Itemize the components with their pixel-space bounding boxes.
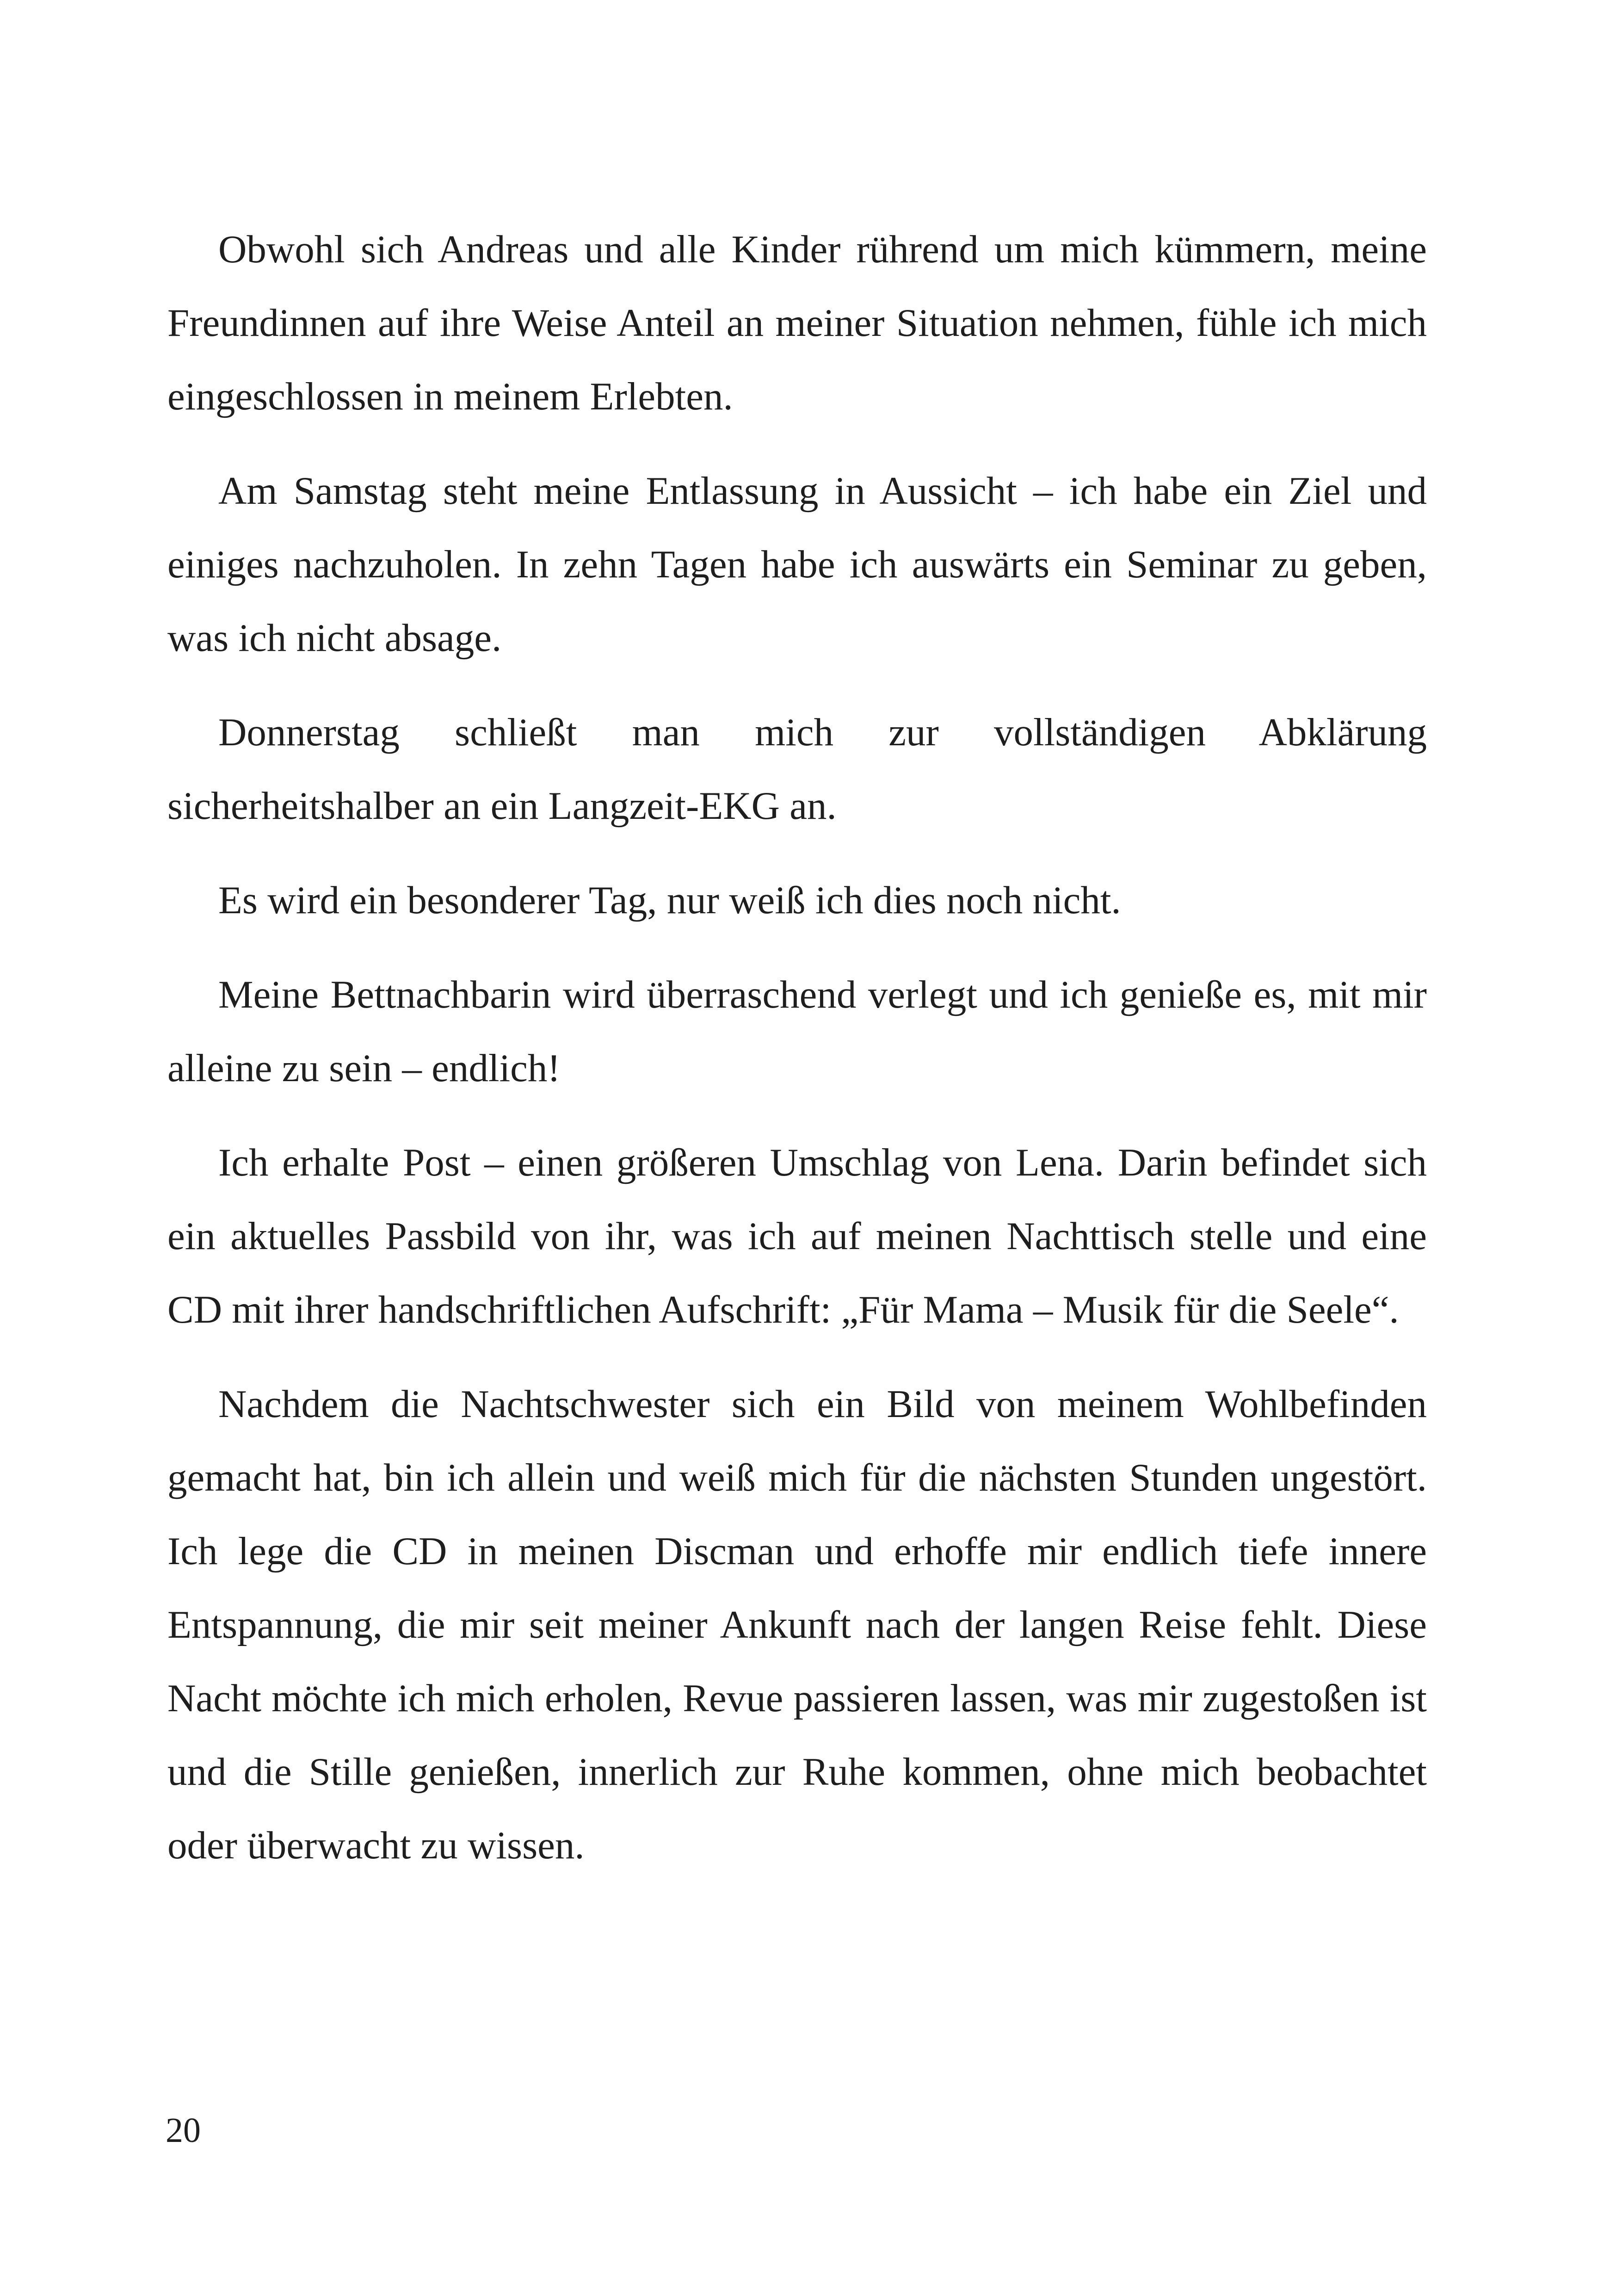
paragraph-1: Obwohl sich Andreas und alle Kinder rührend um mich kümmern, meine Freundinnen auf ihre Weise Anteil an meiner Situation nehmen, fühle ich mich eingeschlossen in meinem Erlebten.: [167, 228, 1427, 418]
body-text: [167, 213, 1427, 1903]
paragraph-3: Donnerstag schließt man mich zur vollständigen Abklärung sicherheitshalber an ein Langzeit-EKG an.: [167, 711, 1427, 828]
paragraph-2: Am Samstag steht meine Entlassung in Aussicht – ich habe ein Ziel und einiges nachzuholen. In zehn Tagen habe ich auswärts ein Seminar zu geben, was ich nicht absage.: [167, 469, 1427, 660]
paragraph-6: Ich erhalte Post – einen größeren Umschlag von Lena. Darin befindet sich ein aktuelles Passbild von ihr, was ich auf meinen Nachttisch stelle und eine CD mit ihrer handschriftlichen Aufschrift: „Für Mama – Musik für die Seele“.: [167, 1141, 1427, 1331]
paragraph-7: Nachdem die Nachtschwester sich ein Bild von meinem Wohlbefinden gemacht hat, bin ich allein und weiß mich für die nächsten Stunden ungestört. Ich lege die CD in meinen Discman und erhoffe mir endlich tiefe innere Entspannung, die mir seit meiner Ankunft nach der langen Reise fehlt. Diese Nacht möchte ich mich erholen, Revue passieren lassen, was mir zugestoßen ist und die Stille genießen, innerlich zur Ruhe kommen, ohne mich beobachtet oder überwacht zu wissen.: [167, 1382, 1427, 1867]
page-number: 20: [166, 2111, 201, 2150]
paragraph-4: Es wird ein besonderer Tag, nur weiß ich dies noch nicht.: [218, 879, 1121, 922]
paragraph-5: Meine Bettnachbarin wird überraschend verlegt und ich genieße es, mit mir alleine zu sein – endlich!: [167, 973, 1427, 1090]
